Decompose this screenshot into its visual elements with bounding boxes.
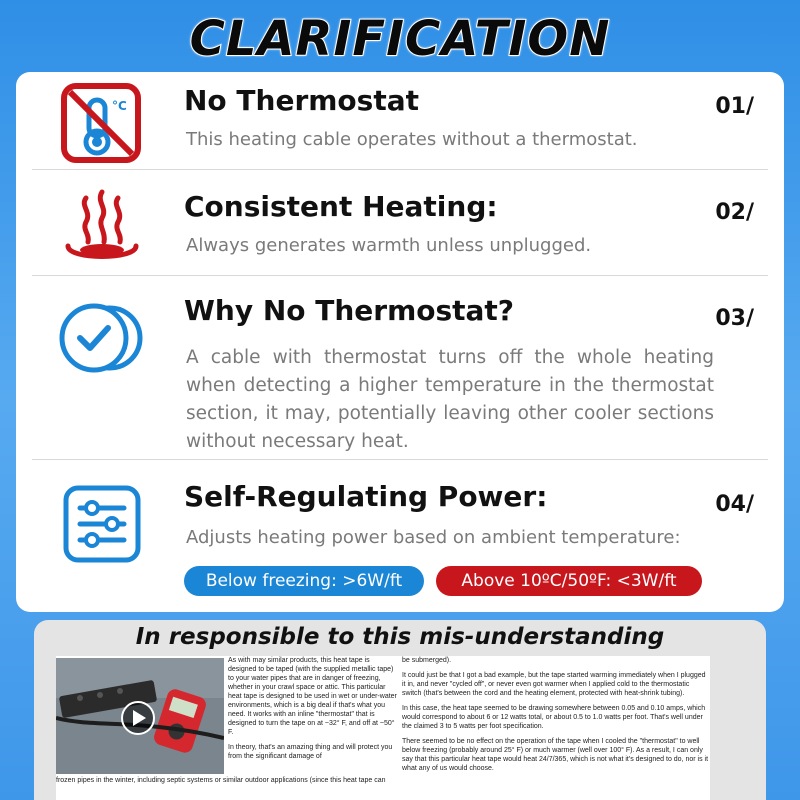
feature-number: 03/ <box>715 306 754 331</box>
feature-number: 02/ <box>715 200 754 225</box>
review-video-thumbnail[interactable] <box>56 658 224 774</box>
feature-row-2 <box>16 170 784 276</box>
review-heading: In responsible to this mis-understanding <box>135 624 665 650</box>
review-paragraph: In theory, that's an amazing thing and will protect you from the significant damage of <box>228 744 393 760</box>
sliders-icon <box>56 478 148 570</box>
feature-row-3 <box>16 276 784 460</box>
badge-below-freezing: Below freezing: >6W/ft <box>184 566 424 596</box>
review-paragraph: As with may similar products, this heat tape is designed to be taped (with the supplied metallic tape) to your water pipes that are in danger of freezing, whether in your crawl space or attic. This particular heat tape is designed to be used in wet or under-water environments, which is a big deal if that's what you need. It works with an inline "thermostat" that is designed to turn the tape on at ~32° F, and off at ~50° F. <box>228 657 397 736</box>
feature-title: No Thermostat <box>184 84 419 117</box>
review-paragraph: In this case, the heat tape seemed to be drawing somewhere between 0.05 and 0.10 amps, which would correspond to about 6 or 12 watts total, or about 0.5 to 1.0 watts per foot. That's well under the claimed 3 to 5 watts per foot specification. <box>402 705 706 730</box>
review-paragraph: It could just be that I got a bad example, but the tape started warming immediately when I plugged it in, and never "cycled off", or never even got warmer when I applied cold to the thermostatic switch (that's between the cord and the heating element, protected with heat-shrink tubing). <box>402 672 706 697</box>
feature-title: Why No Thermostat? <box>184 294 515 327</box>
review-screenshot <box>56 656 710 800</box>
features-card <box>16 72 784 612</box>
feature-title: Self-Regulating Power: <box>184 480 548 513</box>
feature-title: Consistent Heating: <box>184 190 498 223</box>
review-text-column-2 <box>402 656 710 779</box>
review-paragraph: be submerged). <box>402 657 452 664</box>
svg-text:°C: °C <box>112 99 127 113</box>
page-title: CLARIFICATION <box>189 11 611 67</box>
feature-row-1 <box>16 72 784 170</box>
heat-waves-icon <box>56 180 148 272</box>
badge-above-10c: Above 10ºC/50ºF: <3W/ft <box>436 566 702 596</box>
review-text-column-1 <box>228 656 398 767</box>
review-paragraph: There seemed to be no effect on the operation of the tape when I cooled the "thermostat" to well below freezing (probably around 25° F) or much warmer (well over 100° F). As a result, I can only say that this particular heat tape would heat 24/7/365, which is not what it's designed to do, nor is it what any of us would choose. <box>402 738 709 772</box>
feature-description: Adjusts heating power based on ambient temperature: <box>186 527 681 548</box>
review-paragraph: frozen pipes in the winter, including septic systems or similar outdoor applications (since this heat tape can <box>56 777 386 784</box>
feature-number: 01/ <box>715 94 754 119</box>
feature-description: A cable with thermostat turns off the whole heating when detecting a higher temperature in the thermostat section, it may, potentially leaving other cooler sections without necessary heat. <box>186 347 714 452</box>
feature-number: 04/ <box>715 492 754 517</box>
feature-description: Always generates warmth unless unplugged. <box>186 235 592 256</box>
check-circle-icon <box>56 292 148 384</box>
no-thermostat-icon <box>56 80 148 172</box>
feature-description: This heating cable operates without a thermostat. <box>186 129 638 150</box>
